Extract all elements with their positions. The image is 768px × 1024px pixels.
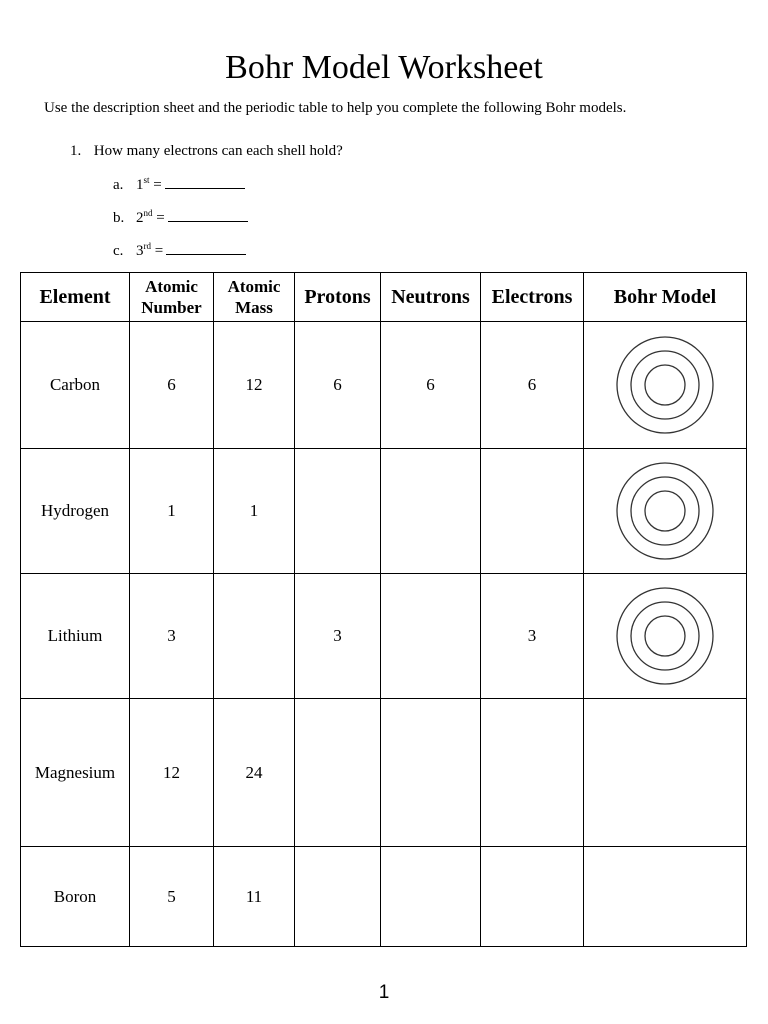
header-atomic-number: Atomic Number (130, 273, 214, 322)
bohr-model-cell[interactable] (584, 449, 747, 574)
instructions-text: Use the description sheet and the periodic table to help you complete the following Bohr models. (44, 100, 627, 116)
atomic-number-cell: 12 (130, 699, 214, 847)
bohr-model-cell[interactable] (584, 847, 747, 947)
subitem-label: a. (113, 177, 124, 193)
atomic-number-cell: 3 (130, 574, 214, 699)
neutrons-cell[interactable]: 6 (381, 322, 481, 449)
protons-cell[interactable]: 6 (295, 322, 381, 449)
shell-ordinal: 3 (136, 243, 144, 259)
element-cell: Carbon (21, 322, 130, 449)
header-atomic-mass: Atomic Mass (214, 273, 295, 322)
subitem-label: c. (113, 243, 124, 259)
electrons-cell[interactable] (481, 847, 584, 947)
table-row (21, 322, 747, 449)
page-title: Bohr Model Worksheet (225, 49, 543, 86)
protons-cell[interactable] (295, 847, 381, 947)
atomic-mass-cell: 12 (214, 322, 295, 449)
equals-sign: = (151, 243, 164, 259)
table-header-row (21, 273, 747, 322)
protons-cell[interactable]: 3 (295, 574, 381, 699)
subitem-label: b. (113, 210, 125, 226)
equals-sign: = (149, 177, 162, 193)
electrons-cell[interactable] (481, 449, 584, 574)
atomic-mass-cell: 24 (214, 699, 295, 847)
bohr-model-cell[interactable] (584, 322, 747, 449)
atomic-number-cell: 6 (130, 322, 214, 449)
neutrons-cell[interactable] (381, 847, 481, 947)
bohr-model-cell[interactable] (584, 699, 747, 847)
electron-shell-ring (631, 477, 699, 545)
neutrons-cell[interactable] (381, 449, 481, 574)
atomic-number-cell: 1 (130, 449, 214, 574)
neutrons-cell[interactable] (381, 699, 481, 847)
electron-shell-ring (645, 365, 685, 405)
electrons-cell[interactable]: 6 (481, 322, 584, 449)
neutrons-cell[interactable] (381, 574, 481, 699)
electrons-cell[interactable] (481, 699, 584, 847)
electrons-cell[interactable]: 3 (481, 574, 584, 699)
element-cell: Lithium (21, 574, 130, 699)
protons-cell[interactable] (295, 449, 381, 574)
atomic-mass-cell: 11 (214, 847, 295, 947)
table-row (21, 847, 747, 947)
table-row (21, 574, 747, 699)
bohr-model-cell[interactable] (584, 574, 747, 699)
question-1 (70, 141, 343, 162)
answer-blank[interactable] (168, 207, 248, 222)
question-number: 1. (70, 143, 82, 159)
bohr-diagram (610, 581, 720, 691)
bohr-diagram (610, 330, 720, 440)
atomic-mass-cell: 1 (214, 449, 295, 574)
answer-blank[interactable] (166, 240, 246, 255)
ordinal-suffix: st (143, 175, 150, 185)
header-element: Element (21, 273, 130, 322)
header-electrons: Electrons (481, 273, 584, 322)
ordinal-suffix: rd (143, 241, 151, 251)
element-cell: Hydrogen (21, 449, 130, 574)
shell-ordinal: 2 (136, 210, 144, 226)
subitem-b (113, 207, 248, 228)
ordinal-suffix: nd (143, 208, 153, 218)
answer-blank[interactable] (165, 174, 245, 189)
atomic-number-cell: 5 (130, 847, 214, 947)
question-text: How many electrons can each shell hold? (93, 143, 343, 159)
bohr-diagram (610, 456, 720, 566)
header-bohr-model: Bohr Model (584, 273, 747, 322)
protons-cell[interactable] (295, 699, 381, 847)
shell-ordinal: 1 (136, 177, 144, 193)
table-row (21, 449, 747, 574)
header-protons: Protons (295, 273, 381, 322)
subitem-a (113, 174, 245, 195)
electron-shell-ring (631, 602, 699, 670)
header-neutrons: Neutrons (381, 273, 481, 322)
bohr-table (20, 272, 747, 947)
atomic-mass-cell (214, 574, 295, 699)
electron-shell-ring (631, 351, 699, 419)
element-cell: Boron (21, 847, 130, 947)
page-number: 1 (378, 982, 390, 1003)
equals-sign: = (152, 210, 165, 226)
table-row (21, 699, 747, 847)
subitem-c (113, 240, 246, 261)
electron-shell-ring (645, 616, 685, 656)
element-cell: Magnesium (21, 699, 130, 847)
electron-shell-ring (645, 491, 685, 531)
